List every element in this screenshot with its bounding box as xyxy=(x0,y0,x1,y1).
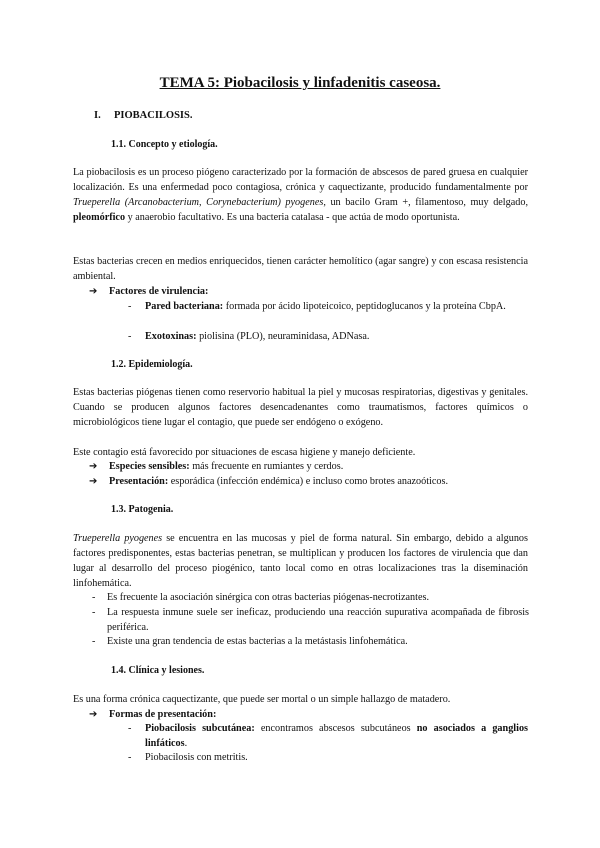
list-item-subcutanea: - Piobacilosis subcutánea: encontramos abscesos subcutáneos no asociados a ganglios linfáticos. xyxy=(128,723,529,749)
dash-icon: - xyxy=(128,752,132,763)
arrow-icon: ➔ xyxy=(89,461,98,472)
subheading-epidemiologia: 1.2. Epidemiología. xyxy=(111,359,193,370)
section-heading-piobacilosis xyxy=(94,108,192,123)
list-item-factores: ➔ Factores de virulencia: xyxy=(89,286,209,297)
section-label: PIOBACILOSIS. xyxy=(114,110,193,121)
paragraph-reservorio: Estas bacterias piógenas tienen como reservorio habitual la piel y mucosas respiratorias, digestivas y genitales. Cuando se producen algunos factores desencadenantes como traumatismos, factores químicos o microbiológicos tiene lugar el contagio, que puede ser endógeno o exógeno. xyxy=(73,387,528,428)
dash-icon: - xyxy=(92,607,96,618)
arrow-icon: ➔ xyxy=(89,709,98,720)
paragraph-concepto: La piobacilosis es un proceso piógeno caracterizado por la formación de abscesos de pared gruesa en cualquier localización. Es una enfermedad poco contagiosa, crónica y caquectizante, producido fundamentalmente por Trueperella (Arcanobacterium, Corynebacterium) pyogenes, un bacilo Gram +, filamentoso, muy delgado, pleomórfico y anaerobio facultativo. Es una bacteria catalasa - que actúa de modo oportunista. xyxy=(73,167,528,223)
dash-icon: - xyxy=(128,331,132,342)
subheading-concepto: 1.1. Concepto y etiología. xyxy=(111,139,218,150)
paragraph-contagio: Este contagio está favorecido por situaciones de escasa higiene y manejo deficiente. xyxy=(73,447,416,458)
paragraph-patogenia: Trueperella pyogenes se encuentra en las mucosas y piel de forma natural. Sin embargo, debido a algunos factores predisponentes, estas bacterias penetran, se multiplican y producen los factores de virulencia que dan lugar al desarrollo del proceso piogénico, tanto local como en otras localizaciones tras la diseminación linfohemática. xyxy=(73,533,528,589)
list-item-sinergia: - Es frecuente la asociación sinérgica con otras bacterias piógenas-necrotizantes. xyxy=(92,592,429,603)
section-number: I. xyxy=(94,110,101,121)
arrow-icon: ➔ xyxy=(89,476,98,487)
list-item-pared: - Pared bacteriana: formada por ácido lipoteicoico, peptidoglucanos y la proteína CbpA. xyxy=(128,301,506,312)
list-item-presentacion: ➔ Presentación: esporádica (infección endémica) e incluso como brotes anazoóticos. xyxy=(89,476,448,487)
dash-icon: - xyxy=(92,592,96,603)
arrow-icon: ➔ xyxy=(89,286,98,297)
paragraph-clinica: Es una forma crónica caquectizante, que puede ser mortal o un simple hallazgo de matadero. xyxy=(73,694,451,705)
list-item-formas: ➔ Formas de presentación: xyxy=(89,709,217,720)
dash-icon: - xyxy=(92,636,96,647)
list-item-metastasis: - Existe una gran tendencia de estas bacterias a la metástasis linfohemática. xyxy=(92,636,408,647)
dash-icon: - xyxy=(128,301,132,312)
subheading-clinica: 1.4. Clínica y lesiones. xyxy=(111,665,205,676)
dash-icon: - xyxy=(128,723,132,734)
list-item-respuesta: - La respuesta inmune suele ser ineficaz, produciendo una reacción supurativa acompañada de fibrosis periférica. xyxy=(92,607,529,633)
list-item-especies: ➔ Especies sensibles: más frecuente en rumiantes y cerdos. xyxy=(89,461,344,472)
paragraph-cultivo: Estas bacterias crecen en medios enriquecidos, tienen carácter hemolítico (agar sangre) y con escasa resistencia ambiental. xyxy=(73,256,528,282)
list-item-metritis: - Piobacilosis con metritis. xyxy=(128,752,248,763)
subheading-patogenia: 1.3. Patogenia. xyxy=(111,504,174,515)
page-title: TEMA 5: Piobacilosis y linfadenitis caseosa. xyxy=(159,75,441,91)
list-item-exotoxinas: - Exotoxinas: piolisina (PLO), neuraminidasa, ADNasa. xyxy=(128,331,370,342)
